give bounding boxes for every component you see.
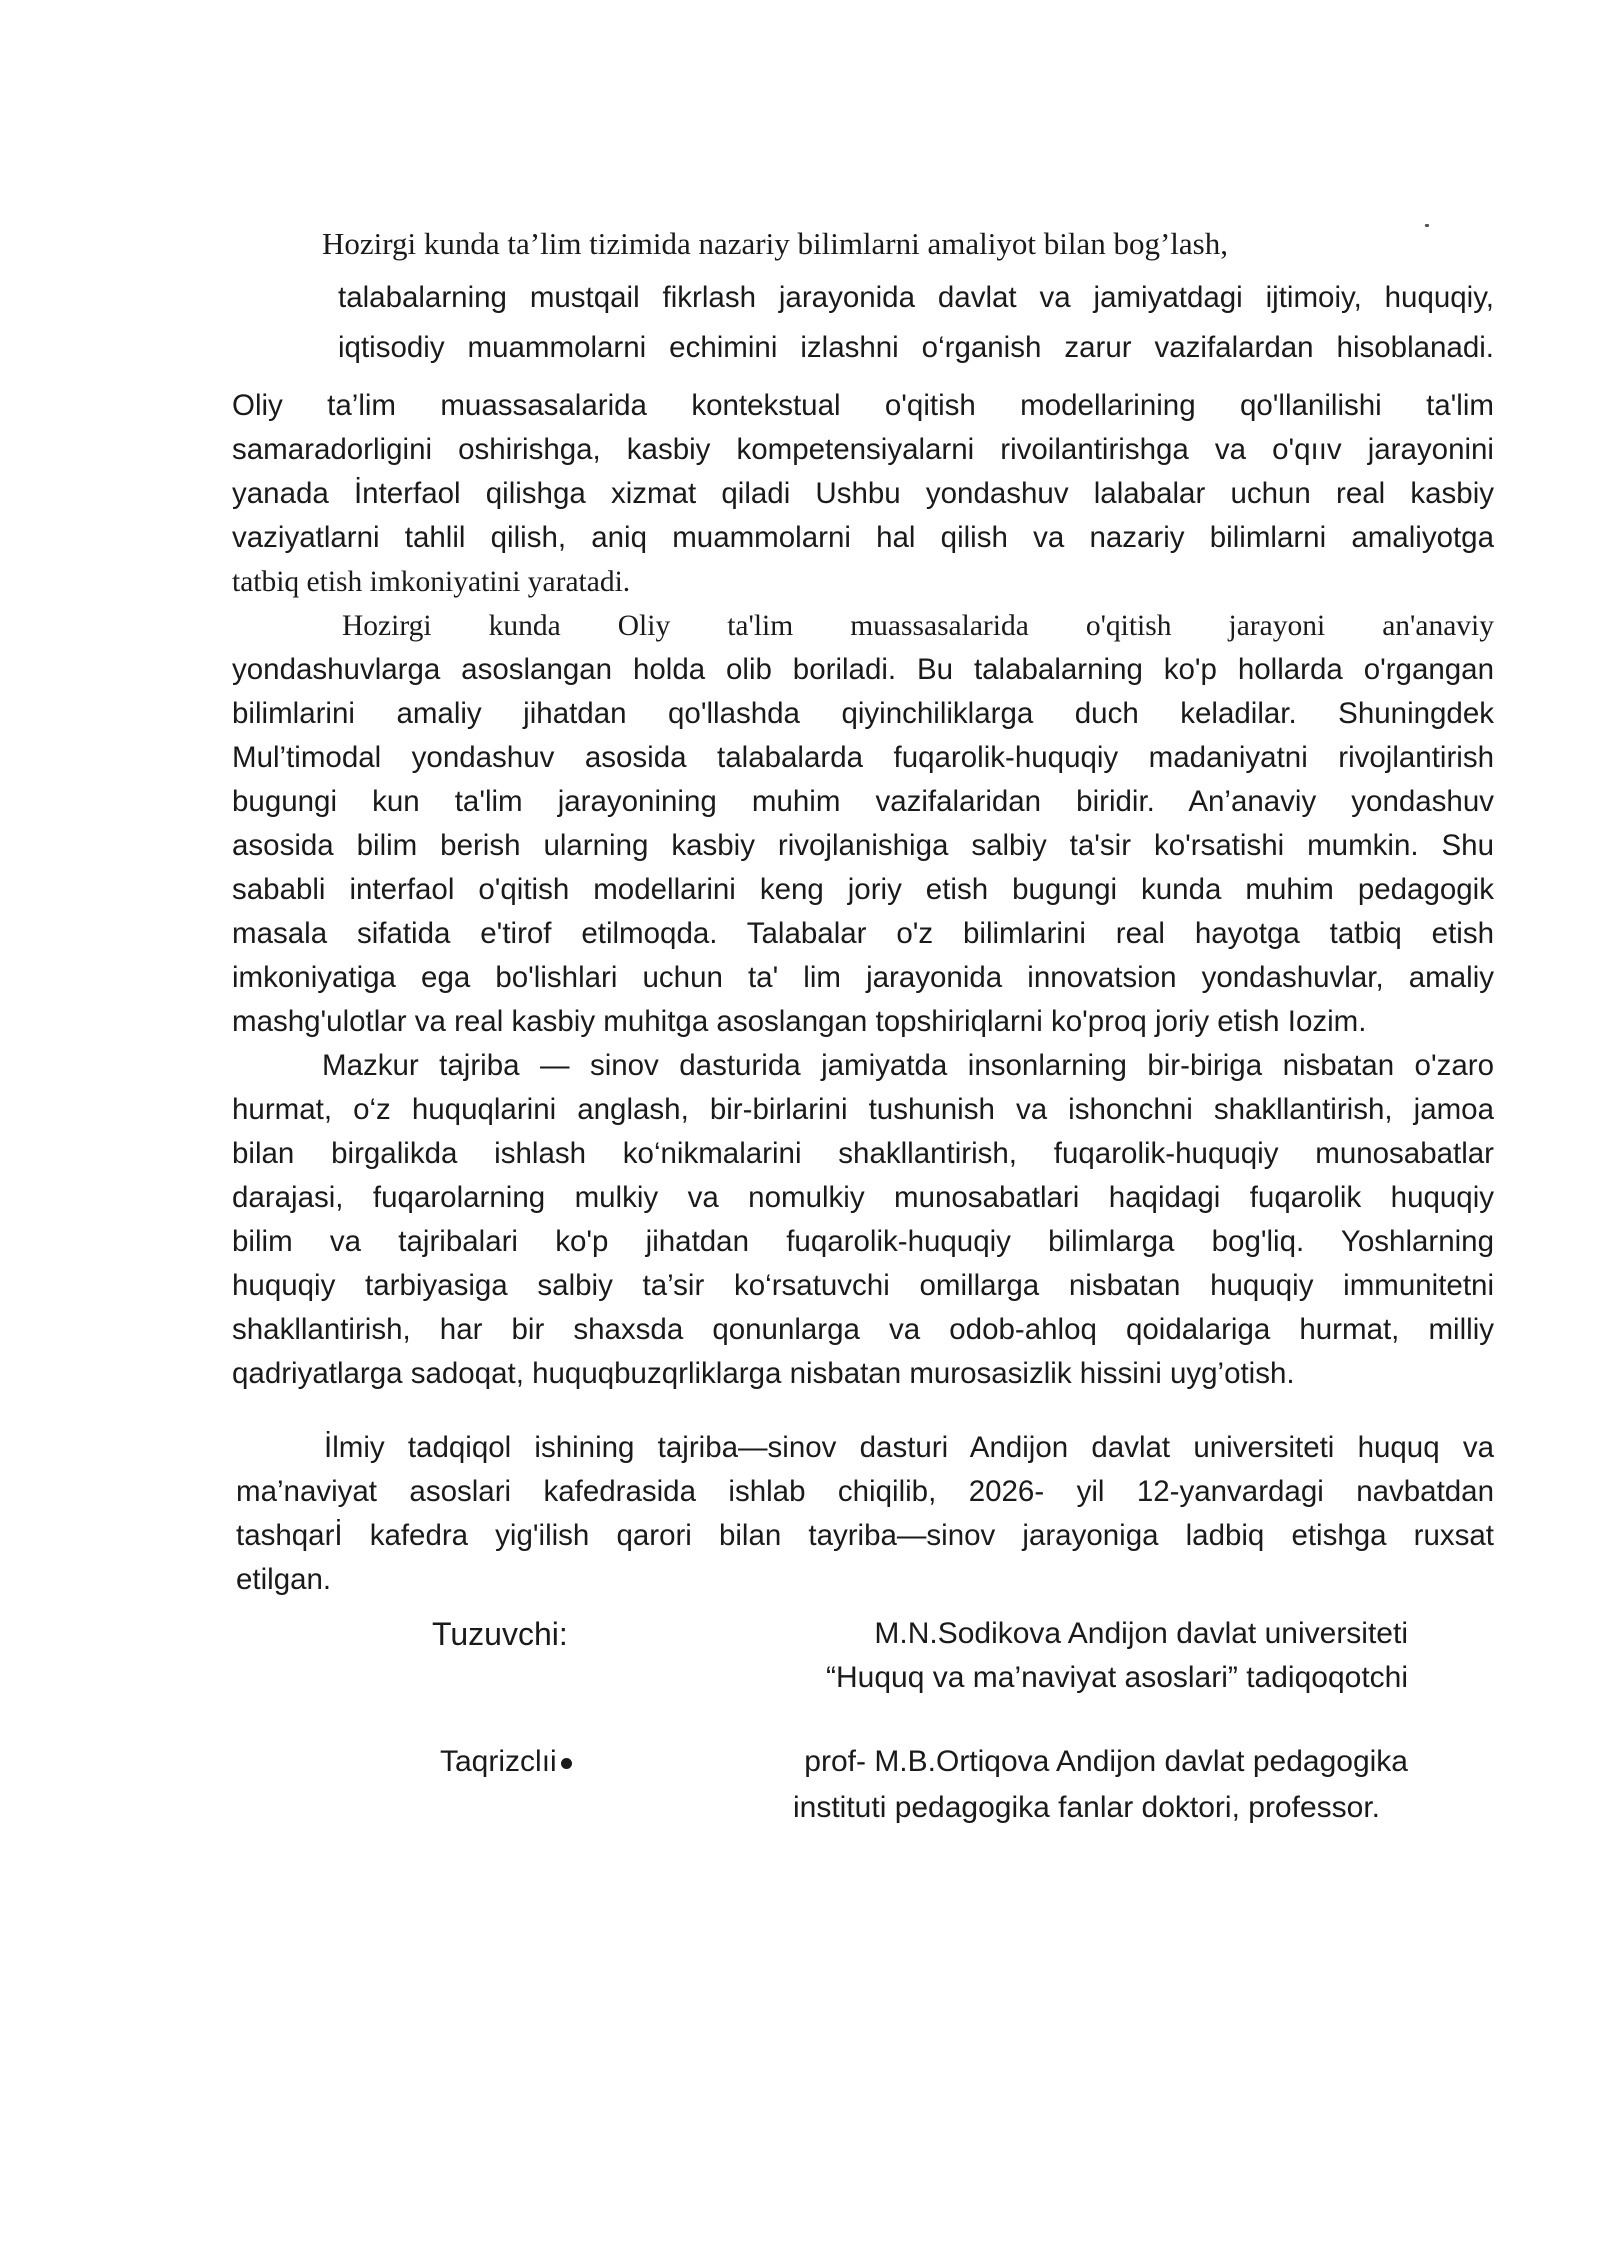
reviewer-label-wrap bbox=[440, 1740, 572, 1784]
paragraph-1-line-1: Hozirgi kunda ta’lim tizimida nazariy bilimlarni amaliyot bilan bog’lash, bbox=[322, 226, 1228, 261]
paragraph-2-line-2: samaradorligini oshirishga, kasbiy kompetensiyalarni rivoilantirishga va o'qııv jarayonini bbox=[232, 433, 1494, 466]
paragraph-1-line-3: iqtisodiy muammolarni echimini izlashni o‘rganish zarur vazifalardan hisoblanadi. bbox=[338, 331, 1494, 364]
paragraph-4-line-8: qadriyatlarga sadoqat, huquqbuzqrliklarga nisbatan murosasizlik hissini uyg’otish. bbox=[232, 1357, 1295, 1390]
paragraph-3-line-5: bugungi kun ta'lim jarayonining muhim vazifalaridan biridir. An’anaviy yondashuv bbox=[232, 785, 1494, 818]
compiler-name-line: M.N.Sodikova Andijon davlat universiteti bbox=[874, 1617, 1408, 1650]
paragraph-2-line-3: yanada İnterfaol qilishga xizmat qiladi Ushbu yondashuv lalabalar uchun real kasbiy bbox=[232, 477, 1494, 510]
stray-mark bbox=[1425, 224, 1429, 227]
bullet-icon bbox=[561, 1758, 572, 1769]
paragraph-4-line-4: darajasi, fuqarolarning mulkiy va nomulkiy munosabatlari haqidagi fuqarolik huquqiy bbox=[232, 1181, 1494, 1214]
paragraph-1-line-2: talabalarning mustqail fikrlash jarayonida davlat va jamiyatdagi ijtimoiy, huquqiy, bbox=[338, 281, 1494, 314]
paragraph-4-line-2: hurmat, o‘z huquqlarini anglash, bir-birlarini tushunish va ishonchni shakllantirish, jamoa bbox=[232, 1093, 1494, 1126]
paragraph-4-line-5: bilim va tajribalari ko'p jihatdan fuqarolik-huquqiy bilimlarga bog'liq. Yoshlarning bbox=[232, 1225, 1494, 1258]
compiler-position-line: “Huquq va ma’naviyat asoslari” tadiqoqotchi bbox=[826, 1661, 1408, 1694]
paragraph-2-line-5: tatbiq etish imkoniyatini yaratadi. bbox=[232, 566, 631, 598]
paragraph-3-line-3: bilimlarini amaliy jihatdan qo'llashda qiyinchiliklarga duch keladilar. Shuningdek bbox=[232, 697, 1494, 730]
reviewer-position-line: instituti pedagogika fanlar doktori, professor. bbox=[792, 1791, 1380, 1824]
paragraph-3-line-9: imkoniyatiga ega bo'lishlari uchun ta' lim jarayonida innovatsion yondashuvlar, amaliy bbox=[232, 961, 1494, 994]
paragraph-5-line-3: tashqarİ kafedra yig'ilish qarori bilan tayriba—sinov jarayoniga ladbiq etishga ruxsat bbox=[236, 1519, 1494, 1552]
paragraph-3-line-8: masala sifatida e'tirof etilmoqda. Talabalar o'z bilimlarini real hayotga tatbiq etish bbox=[232, 917, 1494, 950]
paragraph-3-line-2: yondashuvlarga asoslangan holda olib boriladi. Bu talabalarning ko'p hollarda o'rgangan bbox=[232, 653, 1494, 686]
paragraph-4-line-3: bilan birgalikda ishlash ko‘nikmalarini shakllantirish, fuqarolik-huquqiy munosabatlar bbox=[232, 1137, 1494, 1170]
paragraph-3-line-6: asosida bilim berish ularning kasbiy rivojlanishiga salbiy ta'sir ko'rsatishi mumkin. Shu bbox=[232, 829, 1494, 862]
paragraph-5-line-1: İlmiy tadqiqol ishining tajriba—sinov dasturi Andijon davlat universiteti huquq va bbox=[324, 1431, 1494, 1464]
reviewer-label: Taqrizclıi bbox=[440, 1745, 557, 1778]
compiler-label: Tuzuvchi: bbox=[432, 1616, 568, 1652]
paragraph-3-line-1: Hozirgi kunda Oliy ta'lim muassasalarida o'qitish jarayoni an'anaviy bbox=[342, 610, 1494, 642]
paragraph-2-line-4: vaziyatlarni tahlil qilish, aniq muammolarni hal qilish va nazariy bilimlarni amaliyotga bbox=[232, 521, 1494, 554]
paragraph-3-line-4: Mul’timodal yondashuv asosida talabalarda fuqarolik-huquqiy madaniyatni rivojlantirish bbox=[232, 741, 1494, 774]
paragraph-3-line-7: sababli interfaol o'qitish modellarini keng joriy etish bugungi kunda muhim pedagogik bbox=[232, 873, 1494, 906]
paragraph-4-line-6: huquqiy tarbiyasiga salbiy ta’sir ko‘rsatuvchi omillarga nisbatan huquqiy immunitetni bbox=[232, 1269, 1494, 1302]
paragraph-3-line-10: mashg'ulotlar va real kasbiy muhitga asoslangan topshiriqlarni ko'proq joriy etish Iozim. bbox=[232, 1005, 1367, 1038]
paragraph-2-line-1: Oliy ta’lim muassasalarida kontekstual o'qitish modellarining qo'llanilishi ta'lim bbox=[232, 389, 1494, 422]
paragraph-4-line-7: shakllantirish, har bir shaxsda qonunlarga va odob-ahloq qoidalariga hurmat, milliy bbox=[232, 1313, 1494, 1346]
reviewer-name-line: prof- M.B.Ortiqova Andijon davlat pedagogika bbox=[804, 1745, 1408, 1778]
paragraph-5-line-4: etilgan. bbox=[236, 1563, 332, 1596]
paragraph-4-line-1: Mazkur tajriba — sinov dasturida jamiyatda insonlarning bir-biriga nisbatan o'zaro bbox=[322, 1049, 1494, 1082]
paragraph-5-line-2: ma’naviyat asoslari kafedrasida ishlab chiqilib, 2026- yil 12-yanvardagi navbatdan bbox=[236, 1475, 1494, 1508]
